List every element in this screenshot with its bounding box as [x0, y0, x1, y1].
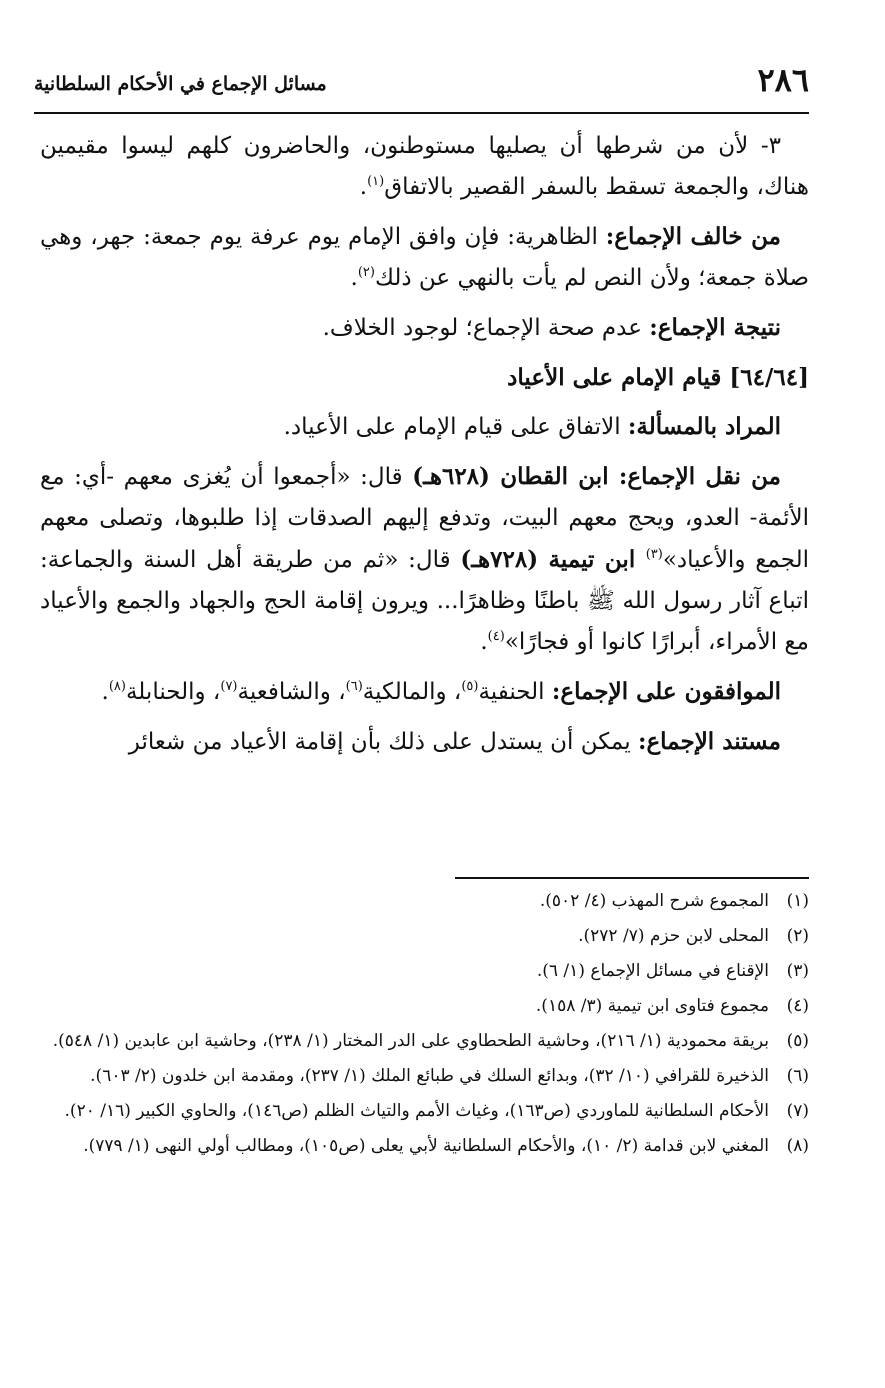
footnote-text: الأحكام السلطانية للماوردي (ص١٦٣)، وغياث الأمم والتياث الظلم (ص١٤٦)، والحاوي الكبير (١٦/ ٢٠). — [64, 1101, 769, 1121]
footnote-ref: (٢) — [357, 265, 375, 280]
footnote-number: (٣) — [786, 961, 809, 981]
footnote-number: (٢) — [786, 926, 809, 946]
scholar-name: ابن القطان (٦٢٨هـ) — [412, 463, 619, 490]
footnote-ref: (٧) — [220, 679, 238, 694]
footnote-text: الإقناع في مسائل الإجماع (١/ ٦). — [536, 961, 769, 981]
meaning-label: المراد بالمسألة: — [627, 413, 781, 440]
paragraph-agreeing: الموافقون على الإجماع: الحنفية$^{(٥)}$، والمالكية$^{(٦)}$، والشافعية$^{(٧)}$، والحنابلة$^{(٨)}$. — [101, 678, 781, 705]
footnote-text: مجموع فتاوى ابن تيمية (٣/ ١٥٨). — [535, 996, 769, 1016]
running-title: مسائل الإجماع في الأحكام السلطانية — [34, 73, 327, 95]
paragraph-reason-3: ٣- لأن من شرطها أن يصليها مستوطنون، والحاضرون كلهم ليسوا مقيمين هناك، والجمعة تسقط بالسفر القصير بالاتفاق$^{(١)}$. — [40, 133, 809, 200]
section-heading: [٦٤/٦٤] قيام الإمام على الأعياد — [507, 364, 809, 391]
footnote-ref: (١) — [367, 174, 385, 189]
dissenters-label: من خالف الإجماع: — [605, 223, 781, 250]
school-name: ، والشافعية — [237, 679, 346, 705]
footnote-number: (٨) — [786, 1136, 809, 1156]
footnote-item — [40, 922, 809, 951]
paragraph-text: الظاهرية: فإن وافق الإمام يوم عرفة يوم جمعة: جهر، وهي صلاة جمعة؛ ولأن النص لم يأت بالنهي عن ذلك — [40, 224, 809, 291]
footnote-ref: (٥) — [461, 679, 479, 694]
basis-label: مستند الإجماع: — [637, 728, 781, 755]
school-name: ، والمالكية — [362, 679, 462, 705]
agreeing-label: الموافقون على الإجماع: — [551, 678, 781, 705]
paragraph-text: عدم صحة الإجماع؛ لوجود الخلاف. — [322, 315, 650, 341]
footnote-ref: (٨) — [108, 679, 126, 694]
paragraph-text: الاتفاق على قيام الإمام على الأعياد. — [283, 414, 628, 440]
footnote-item — [40, 1132, 809, 1161]
footnote-item — [40, 887, 809, 916]
school-name: الحنفية — [478, 679, 552, 705]
footnote-ref: (٤) — [487, 629, 505, 644]
footnote-number: (٧) — [786, 1101, 809, 1121]
footnote-ref: (٣) — [645, 547, 663, 562]
footnote-number: (٤) — [786, 996, 809, 1016]
footnote-item — [40, 1097, 809, 1126]
footnote-text: المحلى لابن حزم (٧/ ٢٧٢). — [578, 926, 769, 946]
school-name: ، والحنابلة — [125, 679, 221, 705]
footnote-divider — [455, 877, 809, 879]
page-number: ٢٨٦ — [757, 61, 809, 99]
main-text — [40, 126, 809, 771]
footnote-number: (٦) — [786, 1066, 809, 1086]
footnote-number: (١) — [786, 891, 809, 911]
footnote-item — [40, 992, 809, 1021]
footnotes — [40, 887, 809, 1167]
footnote-text: المغني لابن قدامة (٢/ ١٠)، والأحكام السلطانية لأبي يعلى (ص١٠٥)، ومطالب أولي النهى (١/ ٧٧٩). — [83, 1136, 769, 1156]
paragraph-dissenters: من خالف الإجماع: الظاهرية: فإن وافق الإمام يوم عرفة يوم جمعة: جهر، وهي صلاة جمعة؛ ولأن النص لم يأت بالنهي عن ذلك$^{(٢)}$. — [40, 223, 809, 291]
footnote-text: المجموع شرح المهذب (٤/ ٥٠٢). — [539, 891, 769, 911]
paragraph-transmitters: من نقل الإجماع: ابن القطان (٦٢٨هـ) قال: «أجمعوا أن يُغزى معهم -أي: مع الأئمة- العدو، ويحج معهم البيت، وتدفع إليهم الصدقات إذا طلبوها، وتصلى معهم الجمع والأعياد»$^{(٣)}$ ابن تيمية (٧٢٨هـ) قال: «ثم من طريقة أهل السنة والجماعة: اتباع آثار رسول الله ﷺ باطنًا وظاهرًا... ويرون إقامة الحج والجهاد والجمع والأعياد مع الأمراء، أبرارًا كانوا أو فجارًا»$^{(٤)}$. — [40, 463, 809, 655]
footnote-ref: (٦) — [345, 679, 363, 694]
footnote-text: الذخيرة للقرافي (١٠/ ٣٢)، وبدائع السلك في طبائع الملك (١/ ٢٣٧)، ومقدمة ابن خلدون (٢/ ٦٠٣). — [90, 1066, 769, 1086]
result-label: نتيجة الإجماع: — [649, 314, 781, 341]
footnote-item — [40, 957, 809, 986]
scholar-name: ابن تيمية (٧٢٨هـ) — [460, 546, 646, 573]
footnote-number: (٥) — [786, 1031, 809, 1051]
paragraph-result — [40, 307, 809, 349]
page-header — [34, 58, 809, 104]
paragraph-text: ٣- لأن من شرطها أن يصليها مستوطنون، والحاضرون كلهم ليسوا مقيمين هناك، والجمعة تسقط بالسفر القصير بالاتفاق — [40, 133, 809, 200]
paragraph-meaning — [40, 406, 809, 448]
footnote-text: بريقة محمودية (١/ ٢١٦)، وحاشية الطحطاوي على الدر المختار (١/ ٢٣٨)، وحاشية ابن عابدين (١/ ٥٤٨). — [52, 1031, 769, 1051]
quote-text: قال: «أجمعوا أن يُغزى معهم -أي: مع الأئمة- العدو، ويحج معهم البيت، وتدفع إليهم الصدقات إذا طلبوها، وتصلى معهم الجمع والأعياد» — [40, 464, 809, 573]
transmitters-label: من نقل الإجماع: — [618, 463, 781, 490]
quote-text: قال: «ثم من طريقة أهل السنة والجماعة: اتباع آثار رسول الله ﷺ باطنًا وظاهرًا... ويرون إقامة الحج والجهاد والجمع والأعياد مع الأمراء، أبرارًا كانوا أو فجارًا» — [40, 547, 809, 655]
paragraph-basis — [40, 721, 809, 763]
header-divider — [34, 112, 809, 114]
paragraph-text: يمكن أن يستدل على ذلك بأن إقامة الأعياد من شعائر — [128, 729, 638, 755]
footnote-item — [40, 1027, 809, 1056]
footnote-item — [40, 1062, 809, 1091]
